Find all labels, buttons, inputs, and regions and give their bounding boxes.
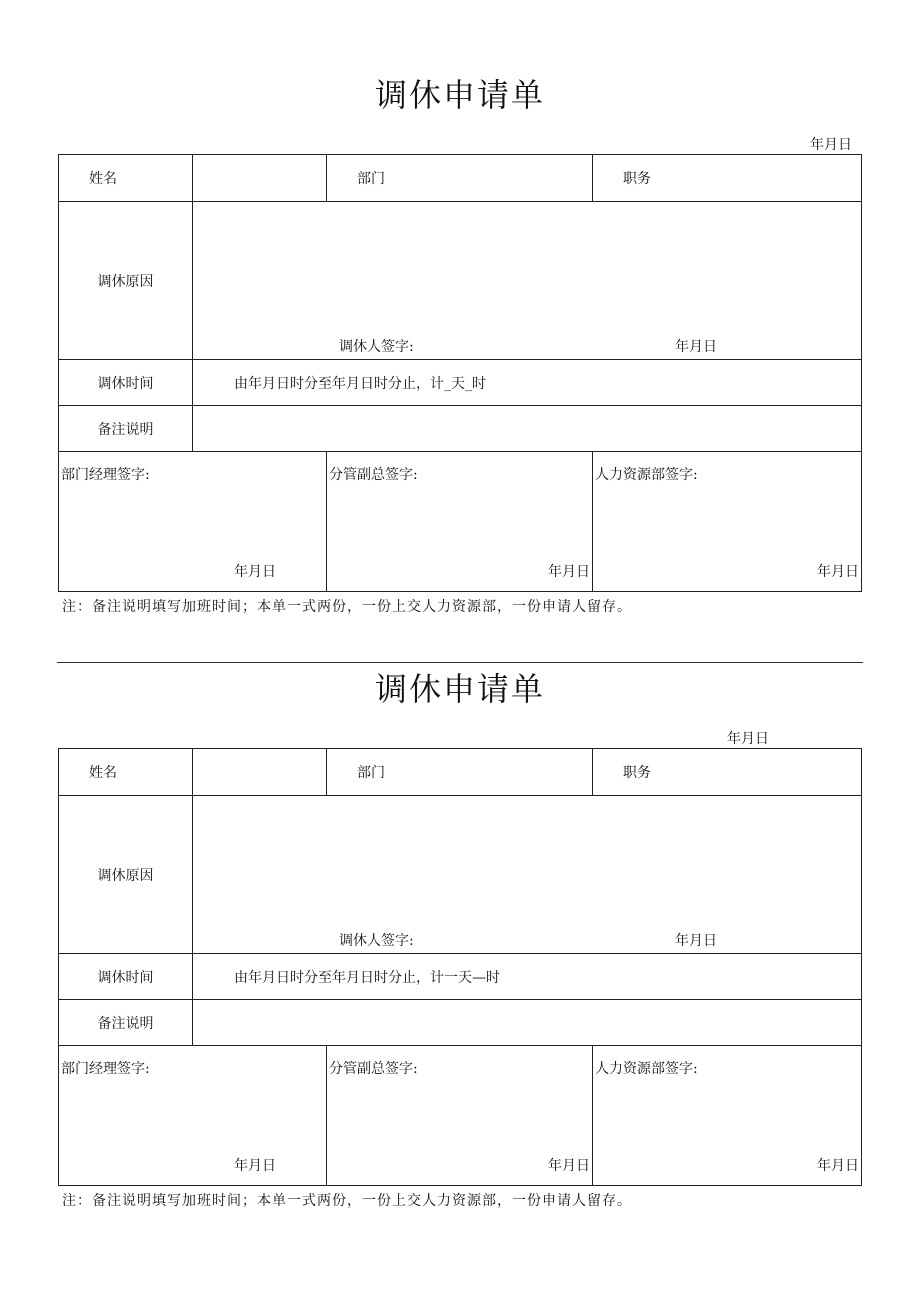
vp-sign-cell[interactable] — [327, 1046, 593, 1186]
form-note: 注：备注说明填写加班时间；本单一式两份，一份上交人力资源部，一份申请人留存。 — [62, 1193, 632, 1209]
applicant-sign-label: 调休人签字: — [339, 933, 414, 949]
applicant-sign-label: 调休人签字: — [339, 339, 414, 355]
mgr-sign-label: 部门经理签字: — [61, 1061, 150, 1077]
reason-field[interactable] — [193, 202, 862, 360]
hr-sign-label: 人力资源部签字: — [595, 1061, 698, 1077]
form-table — [58, 154, 862, 592]
form-table — [58, 748, 862, 1186]
reason-date: 年月日 — [675, 339, 717, 355]
mgr-sign-cell[interactable] — [59, 1046, 327, 1186]
reason-label: 调休原因 — [59, 796, 193, 954]
mgr-sign-label: 部门经理签字: — [61, 467, 150, 483]
name-field[interactable] — [193, 749, 327, 796]
form-title: 调休申请单 — [374, 76, 545, 114]
mgr-sign-cell[interactable] — [59, 452, 327, 592]
form-date: 年月日 — [727, 731, 769, 747]
hr-date: 年月日 — [817, 1158, 859, 1174]
position-label: 职务 — [593, 749, 862, 796]
reason-date: 年月日 — [675, 933, 717, 949]
hr-sign-label: 人力资源部签字: — [595, 467, 698, 483]
remarks-label: 备注说明 — [59, 1000, 193, 1046]
dept-label: 部门 — [327, 749, 593, 796]
hr-date: 年月日 — [817, 564, 859, 580]
reason-label: 调休原因 — [59, 202, 193, 360]
mgr-date: 年月日 — [234, 564, 276, 580]
position-label: 职务 — [593, 155, 862, 202]
name-label: 姓名 — [59, 155, 193, 202]
mgr-date: 年月日 — [234, 1158, 276, 1174]
remarks-field[interactable] — [193, 1000, 862, 1046]
time-field[interactable]: 由年月日时分至年月日时分止，计_天_时 — [193, 360, 862, 406]
vp-sign-label: 分管副总签字: — [329, 1061, 418, 1077]
reason-field[interactable] — [193, 796, 862, 954]
name-field[interactable] — [193, 155, 327, 202]
hr-sign-cell[interactable] — [593, 1046, 862, 1186]
time-field[interactable]: 由年月日时分至年月日时分止，计一天—时 — [193, 954, 862, 1000]
vp-sign-label: 分管副总签字: — [329, 467, 418, 483]
form-date: 年月日 — [810, 137, 852, 153]
time-label: 调休时间 — [59, 360, 193, 406]
cut-line-divider — [57, 662, 863, 663]
remarks-label: 备注说明 — [59, 406, 193, 452]
hr-sign-cell[interactable] — [593, 452, 862, 592]
form-note: 注：备注说明填写加班时间；本单一式两份，一份上交人力资源部，一份申请人留存。 — [62, 599, 632, 615]
vp-date: 年月日 — [548, 1158, 590, 1174]
form-title: 调休申请单 — [374, 670, 545, 708]
name-label: 姓名 — [59, 749, 193, 796]
time-label: 调休时间 — [59, 954, 193, 1000]
remarks-field[interactable] — [193, 406, 862, 452]
vp-date: 年月日 — [548, 564, 590, 580]
vp-sign-cell[interactable] — [327, 452, 593, 592]
dept-label: 部门 — [327, 155, 593, 202]
